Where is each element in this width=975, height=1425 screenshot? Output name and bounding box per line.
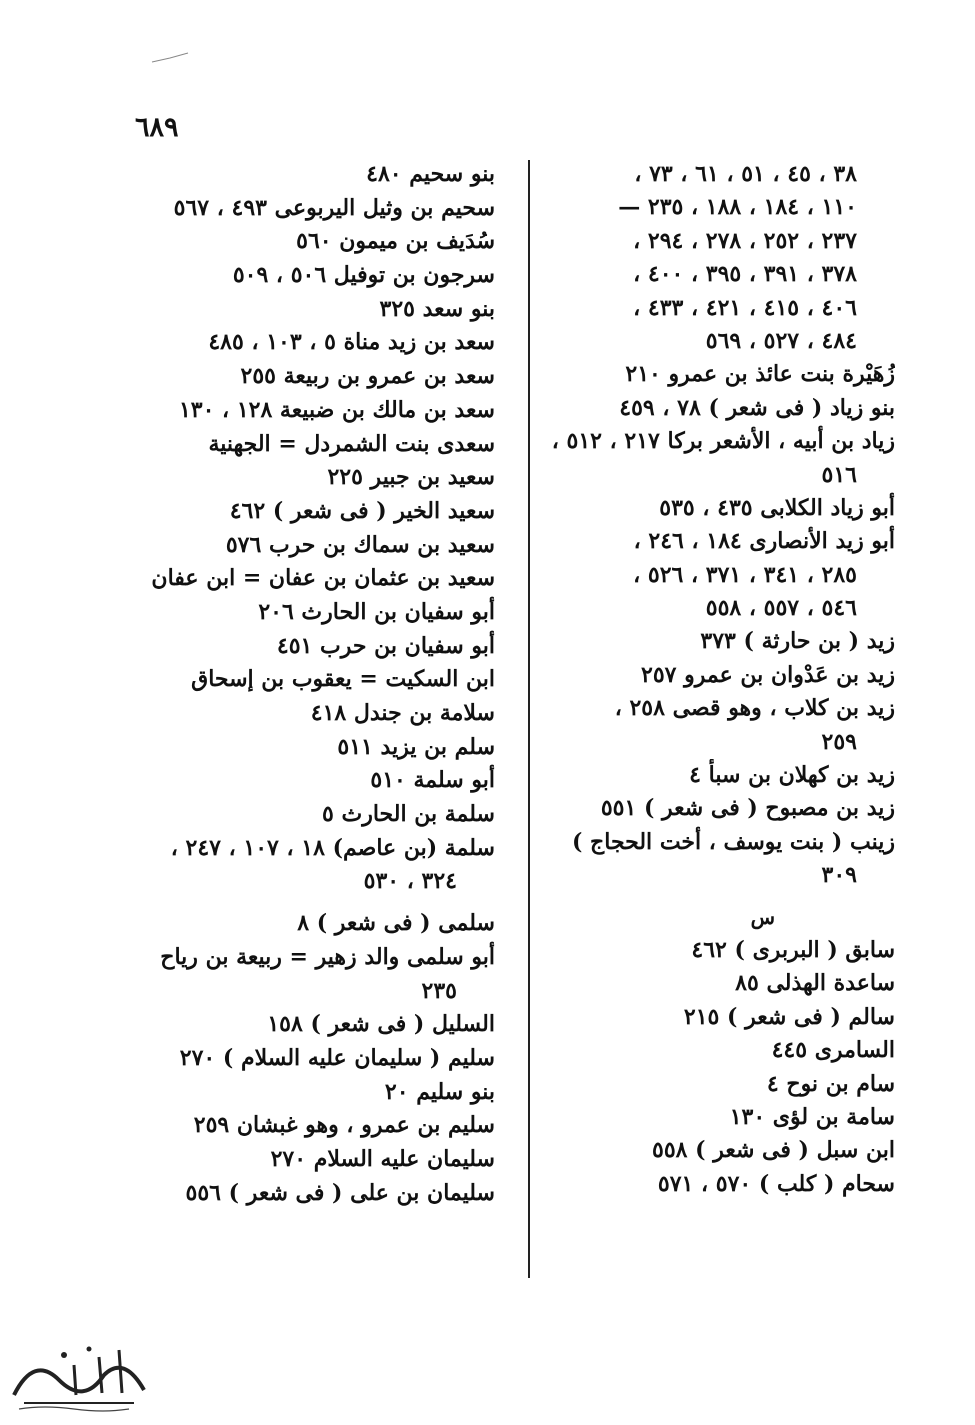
index-entry-line: أبو زيد الأنصارى ١٨٤ ، ٢٤٦ ،	[633, 528, 895, 555]
index-entry-line: أبو سلمة ٥١٠	[370, 767, 495, 794]
index-entry-line: زيد ( بن حارثة ) ٣٧٣	[700, 628, 895, 655]
index-entry-line: سلامة بن جندل ٤١٨	[310, 700, 495, 726]
index-entry-line: ٢٣٥	[421, 977, 457, 1004]
index-entry-line: ٤٨٤ ، ٥٢٧ ، ٥٦٩	[705, 327, 857, 354]
index-entry-line: سعيد بن سماك بن حرب ٥٧٦	[225, 531, 495, 558]
index-entry-line: بنو زياد ( فى شعر ) ٧٨ ، ٤٥٩	[619, 394, 895, 421]
index-entry-line: ٢٣٧ ، ٢٥٢ ، ٢٧٨ ، ٢٩٤ ،	[633, 227, 857, 254]
index-entry-line: السليل ( فى شعر ) ١٥٨	[267, 1011, 495, 1038]
index-entry-line: زيد بن كلاب ، وهو قصى ٢٥٨ ،	[614, 695, 895, 722]
index-entry-line: سليم ( سليمان عليه السلام ) ٢٧٠	[179, 1044, 495, 1071]
index-entry-line: سحيم بن وثيل اليربوعى ٤٩٣ ، ٥٦٧	[173, 194, 495, 221]
index-entry-line: بنو سحيم ٤٨٠	[366, 161, 495, 187]
index-entry-line: سليمان عليه السلام ٢٧٠	[270, 1145, 495, 1172]
column-divider	[528, 160, 530, 1278]
index-entry-line: ٣٧٨ ، ٣٩١ ، ٣٩٥ ، ٤٠٠ ،	[633, 261, 857, 288]
index-entry-line: أبو سفيان بن الحارث ٢٠٦	[258, 598, 495, 625]
index-entry-line: أبو سفيان بن حرب ٤٥١	[276, 632, 495, 659]
index-entry-line: ٣٠٩	[821, 862, 857, 889]
index-entry-line: زيد بن عَدْوان بن عمرو ٢٥٧	[641, 661, 895, 688]
index-entry-line: سليم بن عمرو ، وهو غبشان ٢٥٩	[193, 1112, 495, 1139]
index-entry-line: زياد بن أبيه ، الأشعر بركا ٢١٧ ، ٥١٢ ،	[551, 428, 895, 455]
index-entry-line: ابن سبل ( فى شعر ) ٥٥٨	[652, 1137, 895, 1164]
index-entry-line: سحام ( كلب ) ٥٧٠ ، ٥٧١	[657, 1170, 895, 1197]
index-entry-line: سلم بن يزيد ٥١١	[337, 733, 495, 760]
index-entry-line: سعيد الخير ( فى شعر ) ٤٦٢	[229, 497, 495, 524]
index-entry-line: سامة بن لؤى ١٣٠	[729, 1103, 895, 1130]
index-entry-line: سعد بن مالك بن ضبيعة ١٢٨ ، ١٣٠	[178, 396, 495, 423]
index-column-left	[135, 158, 495, 1210]
index-entry-line: ابن السكيت = يعقوب بن إسحاق	[191, 666, 495, 693]
index-entry-line: سابق ( البربرى ) ٤٦٢	[691, 936, 895, 963]
scan-mark	[150, 52, 190, 64]
index-entry-line: سليمان بن على ( فى شعر ) ٥٥٦	[185, 1179, 495, 1206]
index-entry-line: سعدى بنت الشمردل = الجهنية	[208, 430, 495, 457]
index-entry-line: سلمة بن الحارث ٥	[322, 801, 495, 828]
index-entry-line: زيد بن كهلان بن سبأ ٤	[689, 762, 895, 789]
index-entry-line: سُدَيف بن ميمون ٥٦٠	[296, 228, 495, 255]
index-entry-line: سلمى ( فى شعر ) ٨	[297, 910, 495, 937]
index-entry-line: السامرى ٤٤٥	[771, 1037, 895, 1064]
index-entry-line: أبو زياد الكلابى ٤٣٥ ، ٥٣٥	[659, 494, 895, 521]
index-entry-line: ٥١٦	[821, 461, 857, 488]
index-entry-line: زيد بن مصبوح ( فى شعر ) ٥٥١	[600, 795, 895, 822]
index-entry-line: زينب ( بنت يوسف ، أخت الحجاج )	[571, 828, 895, 855]
index-entry-line: سعيد بن عثمان بن عفان = ابن عفان	[151, 565, 495, 592]
index-entry-line: ٤٠٦ ، ٤١٥ ، ٤٢١ ، ٤٣٣ ،	[633, 294, 857, 321]
index-entry-line: ٥٤٦ ، ٥٥٧ ، ٥٥٨	[705, 595, 857, 622]
index-column-right	[510, 158, 895, 1201]
index-entry-line: أبو سلمى والد زهير = ربيعة بن رياح	[160, 943, 495, 970]
index-entry-line: سلمة (بن عاصم) ١٨ ، ١٠٧ ، ٢٤٧ ،	[170, 834, 495, 861]
index-entry-line: سعد بن عمرو بن ربيعة ٢٥٥	[240, 363, 495, 390]
index-entry-line: زُهَيْرة بنت عائذ بن عمرو ٢١٠	[625, 361, 895, 388]
index-entry-line: سعد بن زيد مناة ٥ ، ١٠٣ ، ٤٨٥	[208, 329, 495, 356]
index-entry-line: بنو سعد ٣٢٥	[379, 295, 495, 322]
index-entry-line: سالم ( فى شعر ) ٢١٥	[683, 1003, 895, 1030]
index-entry-line: سرجون بن توفيل ٥٠٦ ، ٥٠٩	[232, 262, 495, 289]
index-entry-line: بنو سليم ٢٠	[384, 1078, 495, 1105]
index-entry-line: ساعدة الهذلى ٨٥	[735, 970, 895, 997]
spacer	[510, 893, 895, 901]
index-entry-line: ٢٥٩	[821, 728, 857, 755]
publisher-stamp-logo	[4, 1335, 154, 1415]
index-entry-line: سام بن نوح ٤	[766, 1070, 895, 1097]
spacer	[135, 899, 495, 907]
index-entry-line: ٢٨٥ ، ٣٤١ ، ٣٧١ ، ٥٢٦ ،	[633, 561, 857, 588]
section-letter-heading: س	[750, 904, 775, 929]
index-entry-line: ١١٠ ، ١٨٤ ، ١٨٨ ، ٢٣٥ —	[618, 194, 857, 221]
page-number: ٦٨٩	[135, 112, 179, 143]
index-entry-line: ٣٢٤ ، ٥٣٠	[363, 868, 457, 895]
index-entry-line: ٣٨ ، ٤٥ ، ٥١ ، ٦١ ، ٧٣ ،	[634, 161, 857, 187]
index-entry-line: سعيد بن جبير ٢٢٥	[327, 464, 495, 491]
